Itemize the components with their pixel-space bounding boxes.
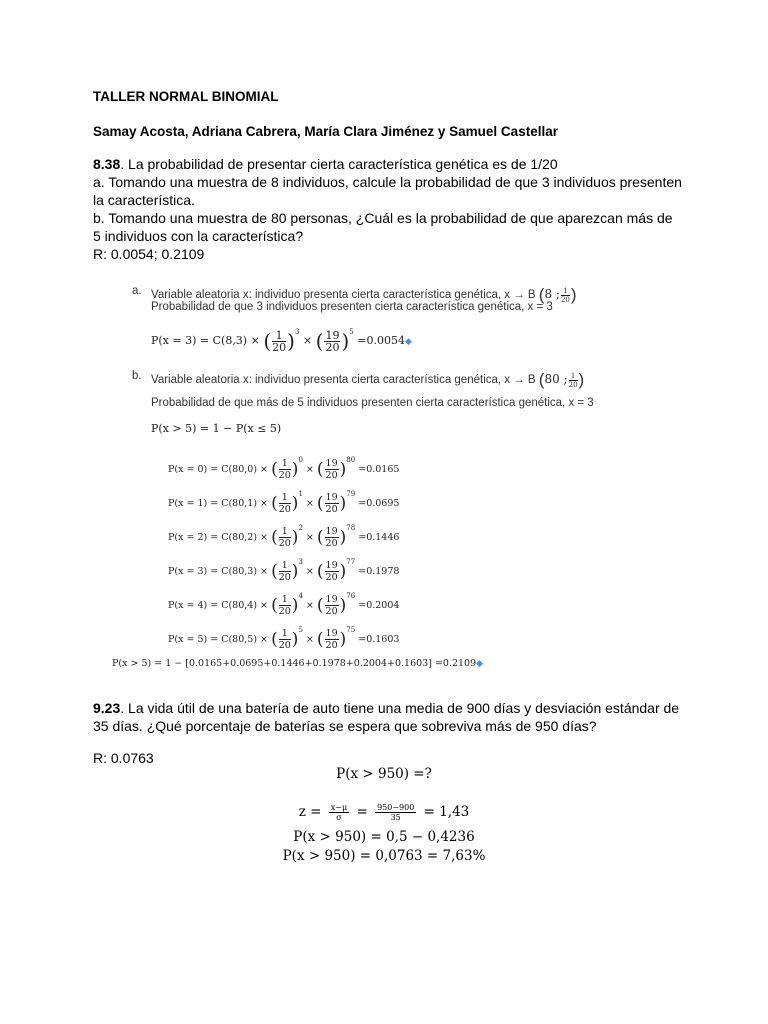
frac-num: 1 [272, 330, 286, 342]
frac-19-20 [325, 560, 339, 583]
paren-open: ( [316, 561, 324, 582]
frac-num: 1 [279, 560, 291, 572]
term-lhs: P(x = 4) = C(80,4) × [168, 600, 269, 611]
frac-1-20 [279, 458, 291, 481]
eq-result: =0.0054 [357, 334, 405, 347]
problem-8-38-statement [93, 155, 683, 173]
paren-open: ( [271, 629, 278, 650]
frac-den: 20 [325, 640, 338, 651]
frac-num: 1 [569, 372, 578, 381]
part-a-variable-text: Variable aleatoria x: individuo presenta cierta característica genética, x → B [151, 289, 536, 302]
frac-19-20 [325, 458, 339, 481]
paren-close: ) [291, 459, 299, 480]
frac-den: 20 [560, 295, 570, 304]
z-lhs: z = [298, 804, 322, 820]
binomial-term-row: P(x = 5) = C(80,5) × ( $\frac{1}{20}$ )$^5$ × ( $\frac{19}{20}$ )$^{75}$ =0.1603 [168, 626, 400, 651]
problem-8-38-part-b: b. Tomando una muestra de 80 personas, ¿Cuál es la probabilidad de que aparezcan más de 5 individuos con la característica? [93, 210, 673, 244]
frac-num: 1 [279, 458, 291, 470]
frac-19-20 [325, 594, 339, 617]
frac-num: 19 [325, 458, 338, 469]
z-values-frac [375, 803, 416, 822]
frac-den: 20 [325, 470, 338, 481]
part-b-variable [151, 370, 584, 390]
problem-8-38 [93, 155, 683, 263]
paren-close: ) [339, 527, 347, 548]
frac-num: 1 [279, 526, 291, 538]
paren-close: ) [339, 493, 347, 514]
problem-8-38-answer: R: 0.0054; 0.2109 [93, 246, 205, 262]
term-result: =0.1978 [358, 566, 400, 577]
frac-num: 1 [279, 492, 291, 504]
frac-den: 20 [278, 640, 291, 651]
frac-den: 20 [278, 504, 291, 515]
frac-den: 20 [325, 340, 340, 354]
part-b-complement: P(x > 5) = 1 − P(x ≤ 5) [151, 422, 282, 435]
frac-19-20 [325, 492, 339, 515]
paren-open: ( [271, 493, 278, 514]
equals: = [356, 804, 368, 820]
frac-den: 20 [278, 470, 291, 481]
document-title: TALLER NORMAL BINOMIAL [93, 89, 279, 104]
paren-close: ) [291, 527, 299, 548]
term-result: =0.1446 [358, 532, 400, 543]
problem-8-38-part-a: a. Tomando una muestra de 8 individuos, calcule la probabilidad de que 3 individuos presenten la característica. [93, 174, 682, 208]
frac-num: 19 [325, 628, 338, 639]
frac-1-20 [272, 330, 286, 353]
paren-close: ) [341, 329, 350, 353]
marker-diamond-icon: ◆ [404, 337, 412, 347]
part-b-condition: Probabilidad de que más de 5 individuos presenten cierta característica genética, x = 3 [151, 397, 594, 409]
question-line: P(x > 950) =? [336, 766, 432, 782]
exponent: 5 [349, 328, 354, 336]
exponent: 76 [346, 592, 356, 600]
exponent: 79 [346, 490, 356, 498]
frac-den: σ [336, 813, 342, 822]
frac-1-20 [279, 594, 291, 617]
exponent: 5 [298, 626, 303, 634]
term-lhs: P(x = 5) = C(80,5) × [168, 634, 269, 645]
exponent: 4 [298, 592, 303, 600]
exponent: 3 [294, 328, 300, 336]
paren-open: ( [271, 595, 278, 616]
problem-9-23 [93, 699, 683, 767]
binomial-term-row: P(x = 3) = C(80,3) × ( $\frac{1}{20}$ )$^3$ × ( $\frac{19}{20}$ )$^{77}$ =0.1978 [168, 558, 400, 583]
part-b-final [112, 658, 483, 669]
marker-diamond-icon: ◆ [476, 659, 484, 669]
frac-num: 19 [325, 526, 338, 537]
binomial-term-row: P(x = 0) = C(80,0) × ( $\frac{1}{20}$ )$^0$ × ( $\frac{19}{20}$ )$^{80}$ =0.0165 [168, 456, 400, 481]
part-a-condition: Probabilidad de que 3 individuos presenten cierta característica genética, x = 3 [151, 301, 553, 313]
paren-close: ) [339, 561, 347, 582]
frac-den: 20 [278, 572, 291, 583]
frac-den: 20 [325, 606, 338, 617]
frac-den: 20 [568, 380, 578, 389]
problem-9-23-statement [93, 699, 683, 735]
exponent: 0 [298, 456, 303, 464]
final-text: P(x > 5) = 1 − [0.0165+0.0695+0.1446+0.1978+0.2004+0.1603] =0.2109 [112, 658, 477, 669]
z-formula-frac [329, 803, 349, 822]
paren-close: ) [291, 629, 299, 650]
paren-open: ( [263, 329, 272, 353]
term-lhs: P(x = 2) = C(80,2) × [168, 532, 269, 543]
paren-open: ( [316, 459, 324, 480]
frac-19-20 [324, 330, 340, 353]
frac-1-20 [279, 492, 291, 515]
exponent: 77 [346, 558, 356, 566]
part-a-equation: P(x = 3) = C(8,3) × ( $\frac{1}{20}$ )$^3$ × ( $\frac{19}{20}$ )$^5$ =0.0054◆ [151, 328, 412, 354]
frac-den: 20 [325, 538, 338, 549]
exponent: 78 [346, 524, 356, 532]
term-result: =0.1603 [358, 634, 400, 645]
paren-close: ) [291, 493, 299, 514]
binomial-term-row: P(x = 1) = C(80,1) × ( $\frac{1}{20}$ )$^1$ × ( $\frac{19}{20}$ )$^{79}$ =0.0695 [168, 490, 400, 515]
paren-close: ) [339, 459, 347, 480]
frac-den: 20 [325, 504, 338, 515]
frac-num: x−μ [330, 803, 348, 812]
part-b-variable-text: Variable aleatoria x: individuo presenta cierta característica genética, x → B [151, 374, 536, 387]
frac-num: 1 [279, 628, 291, 640]
problem-number: 8.38 [93, 156, 121, 172]
frac-num: 19 [325, 594, 338, 605]
frac-den: 20 [278, 538, 291, 549]
probability-step: P(x > 950) = 0,5 − 0,4236 [293, 829, 475, 845]
part-a-label: a. [132, 285, 142, 297]
paren-open: ( [316, 527, 324, 548]
frac-den: 20 [278, 606, 291, 617]
part-b-param: 80 ; [544, 372, 568, 387]
frac-1-20 [279, 628, 291, 651]
problem-9-23-answer: R: 0.0763 [93, 750, 154, 766]
probability-result: P(x > 950) = 0,0763 = 7,63% [282, 848, 486, 864]
exponent: 1 [298, 490, 303, 498]
frac-1-20 [279, 560, 291, 583]
part-a-param-frac [561, 287, 570, 304]
problem-number: 9.23 [93, 700, 121, 716]
paren-close: ) [339, 629, 347, 650]
paren-open: ( [271, 561, 278, 582]
part-a-param: 8 ; [544, 287, 560, 302]
frac-1-20 [279, 526, 291, 549]
frac-den: 20 [325, 572, 338, 583]
frac-num: 19 [325, 328, 340, 342]
frac-num: 19 [325, 492, 338, 503]
paren-close: ) [578, 370, 585, 389]
frac-19-20 [325, 526, 339, 549]
paren-open: ( [271, 459, 278, 480]
frac-num: 19 [325, 560, 338, 571]
paren-close: ) [339, 595, 347, 616]
term-lhs: P(x = 1) = C(80,1) × [168, 498, 269, 509]
statement-text: . La vida útil de una batería de auto tiene una media de 900 días y desviación estándar de 35 días. ¿Qué porcentaje de baterías se espera que sobreviva más de 950 días? [93, 700, 680, 734]
exponent: 75 [346, 626, 356, 634]
paren-open: ( [538, 370, 545, 389]
frac-num: 1 [561, 287, 570, 296]
paren-open: ( [316, 629, 324, 650]
frac-den: 35 [390, 813, 401, 822]
paren-open: ( [316, 493, 324, 514]
frac-num: 950−900 [377, 803, 415, 812]
paren-close: ) [570, 285, 577, 304]
term-result: =0.0695 [358, 498, 400, 509]
exponent: 80 [346, 456, 356, 464]
frac-num: 1 [279, 594, 291, 606]
z-score-line [0, 803, 768, 822]
paren-open: ( [316, 595, 324, 616]
statement-text: . La probabilidad de presentar cierta característica genética es de 1/20 [120, 156, 558, 172]
term-lhs: P(x = 3) = C(80,3) × [168, 566, 269, 577]
exponent: 3 [298, 558, 303, 566]
term-lhs: P(x = 0) = C(80,0) × [168, 464, 269, 475]
part-b-param-frac [569, 372, 578, 389]
eq-lhs: P(x = 3) = C(8,3) × [151, 334, 260, 347]
frac-19-20 [325, 628, 339, 651]
paren-close: ) [291, 595, 299, 616]
term-result: =0.2004 [358, 600, 400, 611]
authors-line: Samay Acosta, Adriana Cabrera, María Clara Jiménez y Samuel Castellar [93, 124, 558, 139]
paren-close: ) [291, 561, 299, 582]
frac-den: 20 [272, 340, 287, 354]
paren-open: ( [315, 329, 324, 353]
paren-open: ( [271, 527, 278, 548]
term-result: =0.0165 [358, 464, 400, 475]
part-b-label: b. [132, 370, 142, 382]
paren-close: ) [287, 329, 295, 353]
binomial-term-row: P(x = 2) = C(80,2) × ( $\frac{1}{20}$ )$^2$ × ( $\frac{19}{20}$ )$^{78}$ =0.1446 [168, 524, 400, 549]
paren-open: ( [538, 285, 545, 304]
z-result: = 1,43 [423, 804, 470, 820]
exponent: 2 [298, 524, 303, 532]
binomial-term-row: P(x = 4) = C(80,4) × ( $\frac{1}{20}$ )$^4$ × ( $\frac{19}{20}$ )$^{76}$ =0.2004 [168, 592, 400, 617]
